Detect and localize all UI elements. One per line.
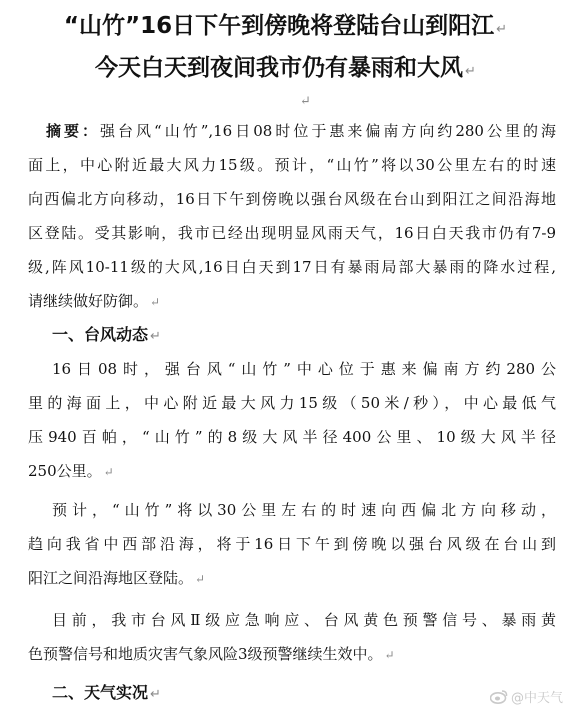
document-title-line-1: “山竹”16日下午到傍晚将登陆台山到阳江 ↵ [63, 13, 508, 39]
paragraph-mark: ↵ [150, 687, 161, 702]
paragraph-line: 里的海面上，中心附近最大风力15级（50米/秒），中心最低气 [28, 394, 556, 412]
paragraph-mark: ↵ [103, 465, 114, 479]
paragraph-line: 压940百帕，“山竹”的8级大风半径400公里、10级大风半径 [28, 428, 556, 446]
document-title-line-2: 今天白天到夜间我市仍有暴雨和大风 ↵ [95, 55, 476, 81]
paragraph-mark: ↵ [195, 572, 206, 586]
paragraph-line: 色预警信号和地质灾害气象风险3级预警继续生效中。 ↵ [28, 645, 395, 663]
paragraph-mark: ↵ [150, 329, 161, 344]
paragraph-line: 阳江之间沿海地区登陆。 ↵ [28, 569, 206, 587]
abstract-line: 向西偏北方向移动，16日下午到傍晚以强台风级在台山到阳江之间沿海地 [28, 190, 556, 208]
abstract-label: 摘要： [46, 122, 101, 140]
section-heading-weather: 二、天气实况 ↵ [52, 683, 161, 702]
weibo-logo-icon [490, 689, 508, 704]
weibo-watermark [490, 687, 563, 706]
paragraph-line: 16日08时，强台风“山竹”中心位于惠来偏南方约280公 [52, 360, 556, 378]
watermark-text: @中天气 [510, 691, 563, 706]
paragraph-mark: ↵ [465, 64, 476, 79]
empty-paragraph-mark: ↵ [300, 94, 311, 109]
paragraph-mark: ↵ [496, 22, 508, 37]
paragraph-mark: ↵ [150, 295, 161, 309]
abstract-line: 区登陆。受其影响，我市已经出现明显风雨天气，16日白天我市仍有7-9 [28, 224, 556, 242]
paragraph-line: 250公里。 ↵ [28, 462, 114, 480]
abstract-line: 摘要：强台风“山竹”,16日08时位于惠来偏南方向约280公里的海 [46, 122, 556, 140]
abstract-line: 面上，中心附近最大风力15级。预计，“山竹”将以30公里左右的时速 [28, 156, 556, 174]
paragraph-line: 趋向我省中西部沿海，将于16日下午到傍晚以强台风级在台山到 [28, 535, 556, 553]
section-heading-typhoon: 一、台风动态 ↵ [52, 325, 161, 344]
paragraph-line: 目前，我市台风Ⅱ级应急响应、台风黄色预警信号、暴雨黄 [52, 611, 556, 629]
abstract-line: 级,阵风10-11级的大风,16日白天到17日有暴雨局部大暴雨的降水过程, [28, 258, 556, 276]
paragraph-line: 预计，“山竹”将以30公里左右的时速向西偏北方向移动， [52, 501, 556, 519]
abstract-line: 请继续做好防御。 ↵ [28, 292, 161, 310]
paragraph-mark: ↵ [384, 648, 395, 662]
